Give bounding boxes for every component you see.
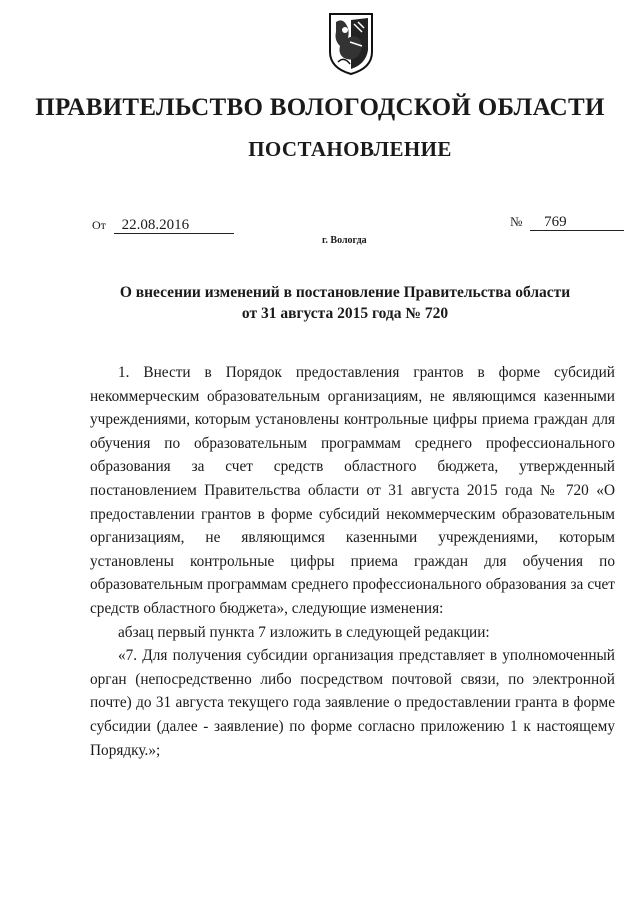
document-subject [0, 282, 640, 324]
organization-title: ПРАВИТЕЛЬСТВО ВОЛОГОДСКОЙ ОБЛАСТИ [35, 94, 605, 121]
document-date [92, 217, 234, 234]
number-prefix: № [510, 214, 523, 229]
date-prefix: От [92, 218, 106, 232]
city-label: г. Вологда [322, 235, 367, 246]
body-paragraph: 1. Внести в Порядок предоставления грантов в форме субсидий некоммерческим образовательным организациям, не являющимся казенными учреждениями, которым установлены контрольные цифры приема граждан для обучения по образовательным программам среднего профессионального образования за счет средств областного бюджета, утвержденный постановлением Правительства области от 31 августа 2015 года № 720 «О предоставлении грантов в форме субсидий некоммерческим образовательным организациям, не являющимся казенными учреждениями, которым установлены контрольные цифры приема граждан для обучения по образовательным программам среднего профессионального образования за счет средств областного бюджета», следующие изменения: [90, 364, 615, 617]
body-paragraph: абзац первый пункта 7 изложить в следующей редакции: [118, 623, 490, 641]
date-value: 22.08.2016 [114, 217, 234, 234]
document-number [510, 214, 624, 231]
vologda-coat-of-arms-icon [328, 12, 374, 76]
number-value: 769 [530, 214, 624, 231]
body-paragraph: «7. Для получения субсидии организация представляет в уполномоченный орган (непосредственно либо посредством почтовой связи, по электронной почте) до 31 августа текущего года заявление о предоставлении гранта в форме субсидии (далее - заявление) по форме согласно приложению 1 к настоящему Порядку.»; [90, 647, 615, 759]
document-body [90, 361, 615, 762]
subject-line-1: О внесении изменений в постановление Правительства области [119, 284, 571, 301]
document-type: ПОСТАНОВЛЕНИЕ [248, 137, 452, 161]
subject-line-2: от 31 августа 2015 года № 720 [241, 305, 449, 322]
